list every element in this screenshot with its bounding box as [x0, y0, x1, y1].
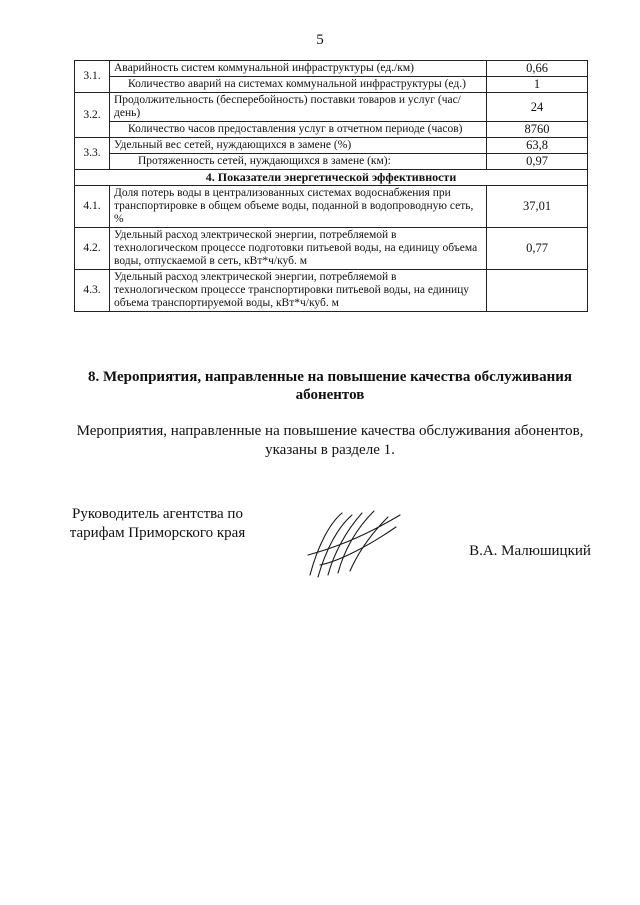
section-title: 4. Показатели энергетической эффективности — [75, 170, 588, 186]
indicator-value: 37,01 — [487, 186, 588, 228]
indicator-value: 0,66 — [487, 61, 588, 77]
indicator-name: Количество аварий на системах коммунальной инфраструктуры (ед.) — [110, 77, 487, 93]
indicator-name: Протяженность сетей, нуждающихся в замене (км): — [110, 154, 487, 170]
page-number: 5 — [316, 32, 324, 48]
table-row — [75, 93, 588, 122]
handwritten-signature — [300, 505, 410, 585]
section-heading: 8. Мероприятия, направленные на повышение качества обслуживания абонентов — [87, 369, 572, 403]
table-row — [75, 122, 588, 138]
indicator-value: 24 — [487, 93, 588, 122]
section-paragraph: Мероприятия, направленные на повышение качества обслуживания абонентов, указаны в разделе 1. — [76, 423, 584, 458]
signatory-name: В.А. Малюшицкий — [469, 543, 591, 559]
indicator-name: Аварийность систем коммунальной инфраструктуры (ед./км) — [110, 61, 487, 77]
row-number: 4.3. — [75, 270, 110, 312]
indicator-value: 8760 — [487, 122, 588, 138]
row-number: 4.1. — [75, 186, 110, 228]
indicator-name: Количество часов предоставления услуг в отчетном периоде (часов) — [110, 122, 487, 138]
indicator-name: Продолжительность (бесперебойность) поставки товаров и услуг (час/день) — [110, 93, 487, 122]
signatory-position: Руководитель агентства по тарифам Приморского края — [69, 506, 246, 541]
section-row — [75, 170, 588, 186]
indicators-table — [74, 60, 588, 312]
indicator-value: 0,97 — [487, 154, 588, 170]
table-row — [75, 77, 588, 93]
indicator-name: Доля потерь воды в централизованных системах водоснабжения при транспортировке в общем объеме воды, поданной в водопроводную сеть, % — [110, 186, 487, 228]
indicator-value: 0,77 — [487, 228, 588, 270]
row-number: 3.3. — [75, 138, 110, 170]
table-row — [75, 228, 588, 270]
table-row — [75, 270, 588, 312]
indicator-name: Удельный расход электрической энергии, потребляемой в технологическом процессе транспортировки питьевой воды, на единицу объема транспортируемой воды, кВт*ч/куб. м — [110, 270, 487, 312]
table-row — [75, 138, 588, 154]
row-number: 4.2. — [75, 228, 110, 270]
row-number: 3.2. — [75, 93, 110, 138]
indicator-name: Удельный расход электрической энергии, потребляемой в технологическом процессе подготовки питьевой воды, на единицу объема воды, отпускаемой в сеть, кВт*ч/куб. м — [110, 228, 487, 270]
table-row — [75, 61, 588, 77]
row-number: 3.1. — [75, 61, 110, 93]
table-row — [75, 186, 588, 228]
indicator-name: Удельный вес сетей, нуждающихся в замене (%) — [110, 138, 487, 154]
indicator-value — [487, 270, 588, 312]
table-row — [75, 154, 588, 170]
indicator-value: 1 — [487, 77, 588, 93]
indicator-value: 63,8 — [487, 138, 588, 154]
